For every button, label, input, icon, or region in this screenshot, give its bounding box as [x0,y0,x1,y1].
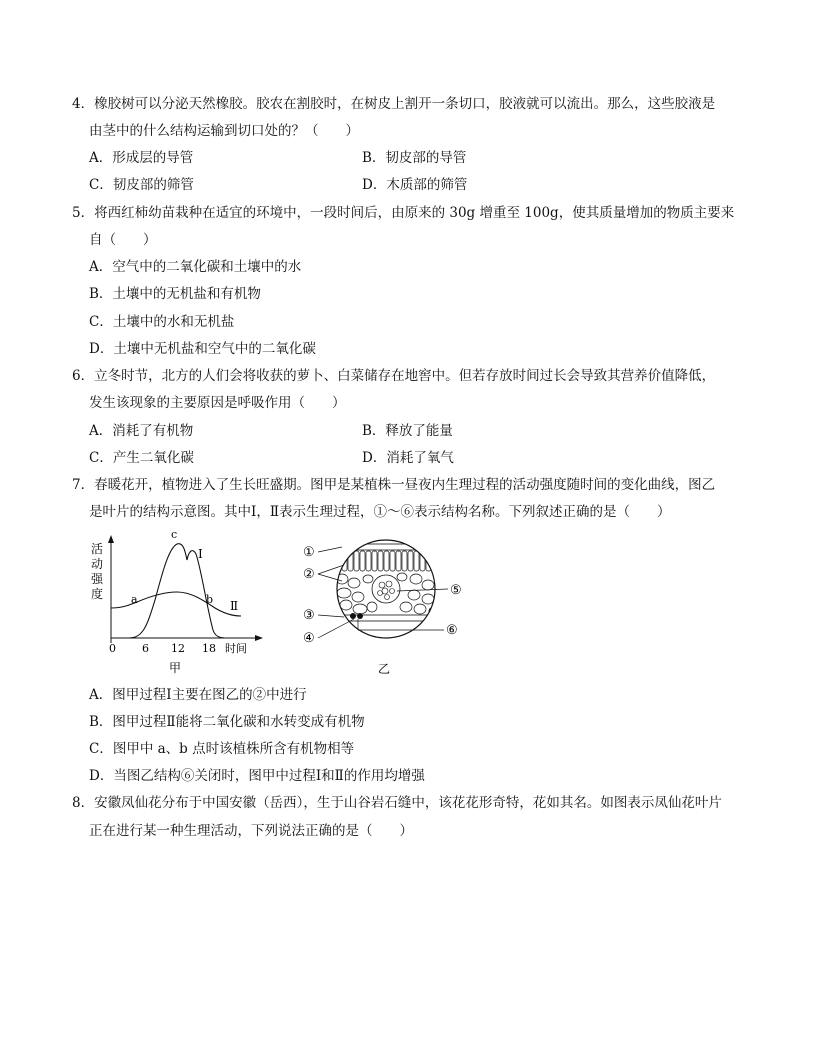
q5-option-a[interactable]: A．空气中的二氧化碳和土壤中的水 [89,259,302,275]
label-2: ② [303,567,315,582]
q7-option-b[interactable]: B．图甲过程Ⅱ能将二氧化碳和水转变成有机物 [89,714,365,730]
q8-stem-line1: 8．安徽凤仙花分布于中国安徽（岳西），生于山谷岩石缝中，该花花形奇特，花如其名。如图表示凤仙花叶片 [72,795,722,811]
y-axis-label-char: 度 [91,587,104,601]
label-c: c [171,530,178,541]
label-a: a [131,593,138,606]
label-5: ⑤ [450,583,462,598]
q4-stem-line2: 由茎中的什么结构运输到切口处的？（ ） [89,123,359,139]
q4-option-a[interactable]: A．形成层的导管 [89,150,194,166]
q4-option-d[interactable]: D．木质部的筛管 [362,177,468,193]
label-4: ④ [303,631,315,646]
q6-option-c[interactable]: C．产生二氧化碳 [89,450,194,466]
q6-stem-line1: 6．立冬时节，北方的人们会将收获的萝卜、白菜储存在地窖中。但若存放时间过长会导致其营养价值降低， [72,368,716,384]
label-process-2: Ⅱ [230,599,239,613]
q5-stem-line1: 5．将西红柿幼苗栽种在适宜的环境中，一段时间后，由原来的 30g 增重至 100g，使其质量增加的物质主要来 [72,205,735,221]
process-1-curve [129,544,225,638]
guard-cell [357,613,363,619]
q6-option-d[interactable]: D．消耗了氧气 [362,450,454,466]
y-axis-label-char: 强 [91,572,104,586]
q5-stem-line2: 自（ ） [89,232,157,248]
q4-option-c[interactable]: C．韧皮部的筛管 [89,177,194,193]
y-axis-label-char: 动 [91,557,104,571]
q8-stem-line2: 正在进行某一种生理活动，下列说法正确的是（ ） [89,823,413,839]
x-axis-label: 时间 [225,642,247,655]
x-tick: 0 [109,642,116,655]
q6-stem-line2: 发生该现象的主要原因是呼吸作用（ ） [89,395,346,411]
figure-jia-activity-curve [85,530,270,678]
q7-option-a[interactable]: A．图甲过程Ⅰ主要在图乙的②中进行 [89,687,307,703]
label-b: b [206,593,214,606]
x-tick: 12 [171,642,185,655]
figure-jia-caption: 甲 [169,661,182,675]
vein [372,575,400,603]
lens-outline [337,540,435,638]
x-tick: 6 [142,642,149,655]
guard-cell [350,613,356,619]
figure-yi-caption: 乙 [378,662,391,676]
x-tick: 18 [202,642,216,655]
q4-option-b[interactable]: B．韧皮部的导管 [362,150,467,166]
label-process-1: Ⅰ [198,547,203,561]
q4-stem-line1: 4．橡胶树可以分泌天然橡胶。胶农在割胶时，在树皮上割开一条切口，胶液就可以流出。那么，这些胶液是 [72,96,716,112]
q7-option-c[interactable]: C．图甲中 a、b 点时该植株所含有机物相等 [89,741,355,757]
q5-option-d[interactable]: D．土壤中无机盐和空气中的二氧化碳 [89,341,316,357]
label-6: ⑥ [446,623,458,638]
q6-option-b[interactable]: B．释放了能量 [362,423,453,439]
q5-option-b[interactable]: B．土壤中的无机盐和有机物 [89,286,261,302]
q7-stem-line1: 7．春暖花开，植物进入了生长旺盛期。图甲是某植株一昼夜内生理过程的活动强度随时间的变化曲线，图乙 [72,477,716,493]
label-1: ① [303,545,315,560]
label-3: ③ [303,608,315,623]
q5-option-c[interactable]: C．土壤中的水和无机盐 [89,314,235,330]
q7-option-d[interactable]: D．当图乙结构⑥关闭时，图甲中过程Ⅰ和Ⅱ的作用均增强 [89,768,425,784]
q7-stem-line2: 是叶片的结构示意图。其中Ⅰ，Ⅱ表示生理过程，①～⑥表示结构名称。下列叙述正确的是（ ） [89,504,671,520]
y-axis-label-char: 活 [91,542,104,556]
y-axis-arrow [108,535,114,543]
x-axis-arrow [255,635,263,641]
figure-yi-leaf-section [298,537,478,677]
q6-option-a[interactable]: A．消耗了有机物 [89,423,194,439]
